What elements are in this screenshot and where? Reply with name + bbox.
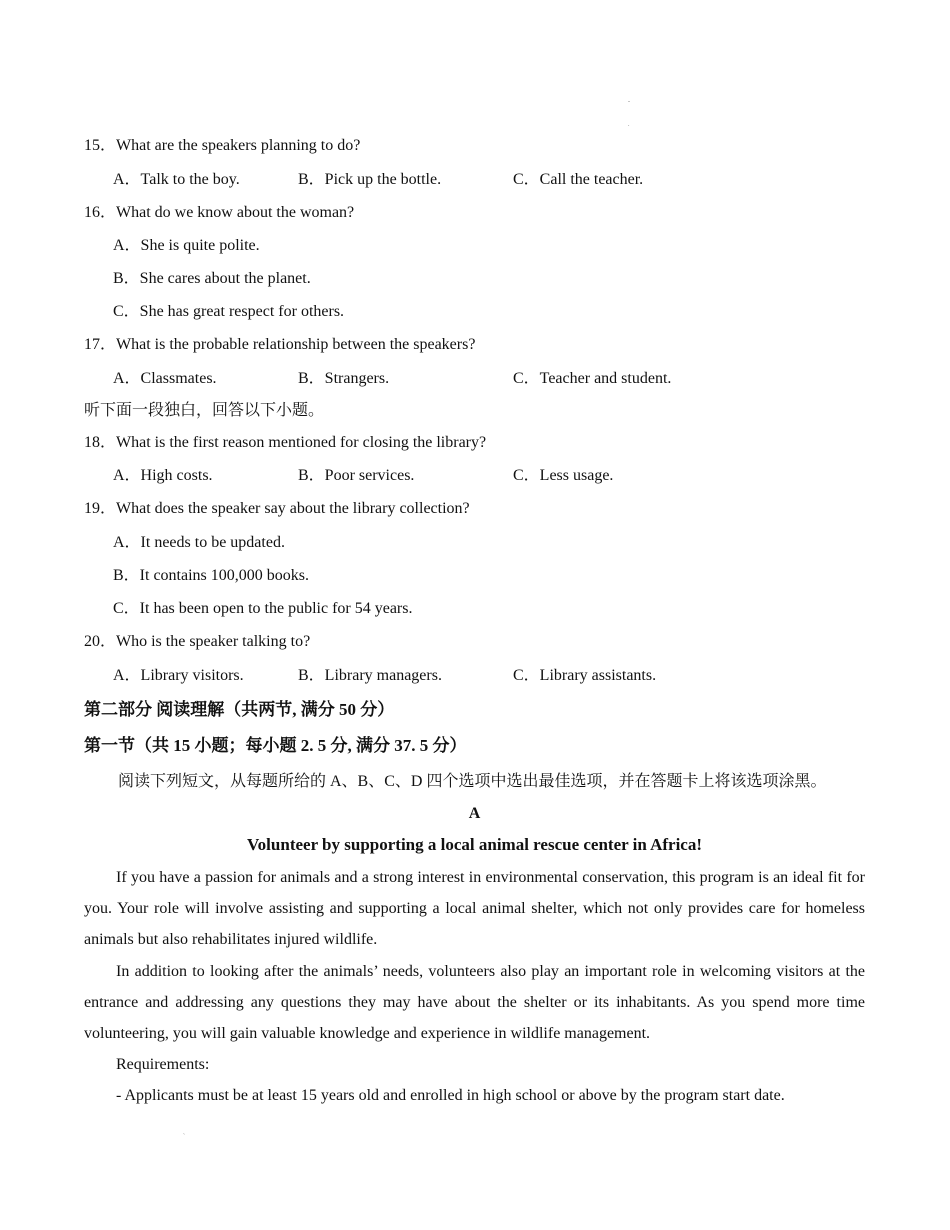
question-20-option-a: A．Library visitors. [113, 667, 244, 684]
passage-paragraph-2: In addition to looking after the animals’ needs, volunteers also play an important role in welcoming visitors at the entrance and addressing any questions they may have about the shelter or its inhabitants. As you spend more time volunteering, you will gain valuable knowledge and experience in wildlife management. [84, 963, 865, 1042]
question-19-option-c: C．It has been open to the public for 54 years. [113, 600, 413, 617]
question-18-option-a: A．High costs. [113, 467, 213, 484]
part-2-heading: 第二部分 阅读理解（共两节, 满分 50 分） [84, 700, 395, 719]
passage-letter: A [468, 805, 481, 822]
question-19-stem: 19．What does the speaker say about the library collection? [84, 500, 470, 517]
question-18-stem: 18．What is the first reason mentioned for closing the library? [84, 434, 487, 451]
question-20-option-b: B．Library managers. [298, 667, 442, 684]
passage-title: Volunteer by supporting a local animal rescue center in Africa! [246, 835, 703, 854]
requirements-label: Requirements: [116, 1056, 210, 1073]
question-18-option-c: C．Less usage. [513, 467, 614, 484]
scan-speck: . [628, 122, 630, 128]
scan-speck: - [628, 99, 630, 105]
question-17-option-a: A．Classmates. [113, 370, 217, 387]
monologue-instruction: 听下面一段独白，回答以下小题。 [84, 402, 325, 419]
reading-instruction: 阅读下列短文，从每题所给的 A、B、C、D 四个选项中选出最佳选项，并在答题卡上将该选项涂黑。 [118, 773, 827, 790]
question-17-option-c: C．Teacher and student. [513, 370, 672, 387]
question-19-option-a: A．It needs to be updated. [113, 534, 285, 551]
question-17-option-b: B．Strangers. [298, 370, 390, 387]
question-20-stem: 20．Who is the speaker talking to? [84, 633, 311, 650]
section-1-heading: 第一节（共 15 小题；每小题 2. 5 分, 满分 37. 5 分） [84, 736, 467, 755]
question-16-option-c: C．She has great respect for others. [113, 303, 345, 320]
question-15-option-c: C．Call the teacher. [513, 171, 644, 188]
question-16-option-b: B．She cares about the planet. [113, 270, 311, 287]
requirement-item: - Applicants must be at least 15 years old and enrolled in high school or above by the program start date. [116, 1087, 785, 1104]
question-18-option-b: B．Poor services. [298, 467, 415, 484]
question-19-option-b: B．It contains 100,000 books. [113, 567, 309, 584]
question-17-stem: 17．What is the probable relationship between the speakers? [84, 336, 476, 353]
question-15-stem: 15．What are the speakers planning to do? [84, 137, 361, 154]
scan-speck: ` [183, 1134, 185, 1140]
question-16-stem: 16．What do we know about the woman? [84, 204, 355, 221]
question-15-option-b: B．Pick up the bottle. [298, 171, 442, 188]
question-15-option-a: A．Talk to the boy. [113, 171, 240, 188]
question-16-option-a: A．She is quite polite. [113, 237, 260, 254]
question-20-option-c: C．Library assistants. [513, 667, 657, 684]
passage-paragraph-1: If you have a passion for animals and a strong interest in environmental conservation, this program is an ideal fit for you. Your role will involve assisting and supporting a local animal shelter, which not only provides care for homeless animals but also rehabilitates injured wildlife. [84, 869, 865, 948]
